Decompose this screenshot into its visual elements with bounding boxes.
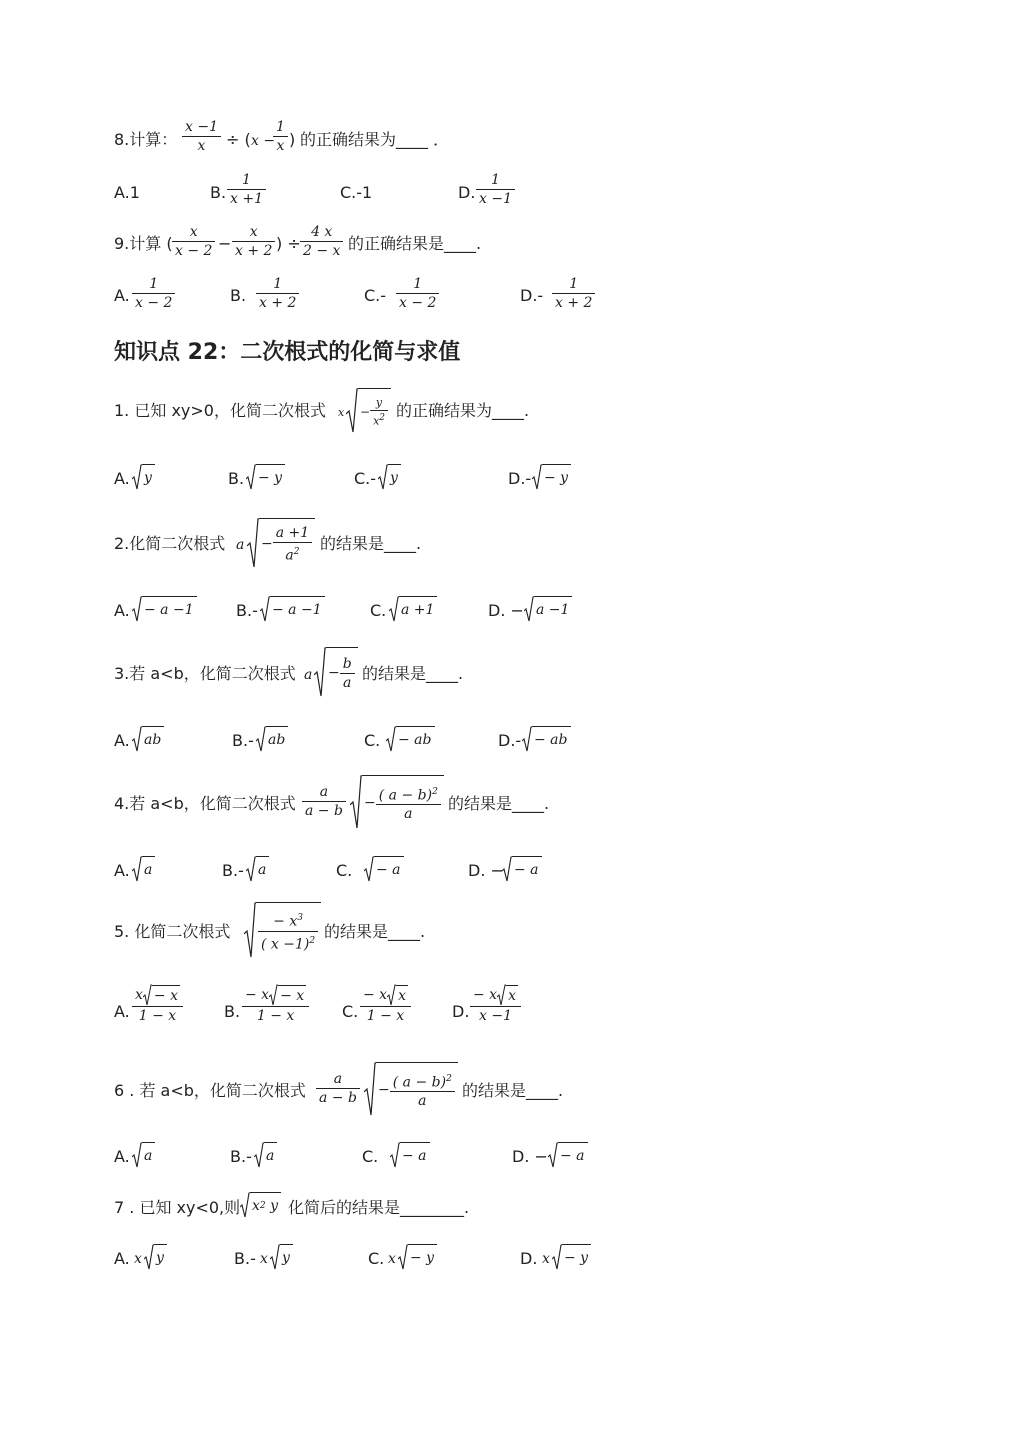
p2-option-d-radical [524, 596, 572, 622]
p2-stem-prefix: 2.化简二次根式 [114, 534, 226, 553]
p3-option-b-label: B.- [232, 731, 254, 750]
q9-f3-den: 2 − x [303, 243, 341, 259]
p6-den: a [418, 1093, 427, 1110]
p6-option-d-radical [548, 1142, 588, 1168]
p2-option-c-radical [389, 596, 437, 622]
q8-close: ) [289, 130, 296, 149]
p5-option-d-fraction [470, 984, 521, 1025]
q9-option-c-num: 1 [413, 276, 423, 292]
q9-option-d-fraction [552, 275, 595, 312]
p3-option-d-rad: − ab [532, 726, 571, 752]
p2-option-c-rad: a +1 [399, 596, 437, 622]
p7-option-b-pre: x [260, 1251, 268, 1267]
p5-stem-prefix: 5. 化简二次根式 [114, 922, 231, 941]
p3-option-d-radical [522, 726, 571, 752]
p7-option-a-label: A. [114, 1249, 130, 1268]
p2-stem-suffix: 的结果是____. [320, 534, 422, 553]
p7-stem-radical [240, 1192, 281, 1218]
p2-option-d-label: D. − [488, 601, 524, 620]
p2-inner-fraction [273, 524, 312, 565]
q9-f1-den: x − 2 [175, 243, 213, 259]
p2-coef: a [236, 537, 245, 553]
p5-option-d-den: x −1 [479, 1008, 512, 1024]
p6-option-c-label: C. [362, 1147, 379, 1166]
p5-num-exp: 3 [297, 912, 303, 923]
p3-option-a-label: A. [114, 731, 130, 750]
p4-coef-num: a [319, 784, 329, 800]
p5-option-b-rad: − x [278, 985, 306, 1006]
p1-option-b-label: B. [228, 469, 245, 488]
p4-inner-fraction [376, 783, 441, 824]
p2-option-b-radical [260, 596, 325, 622]
p6-num: ( a − b) [392, 1074, 447, 1091]
p4-option-d-rad: − a [512, 856, 542, 882]
p4-stem-prefix: 4.若 a<b，化简二次根式 [114, 794, 296, 813]
p6-stem-radical [364, 1062, 458, 1116]
p3-stem-radical [314, 647, 358, 697]
q8-option-b-fraction [227, 171, 266, 208]
p5-option-d-label: D. [452, 1002, 470, 1021]
p4-num-exp: 2 [432, 786, 438, 797]
q8-x-minus: x − [251, 133, 276, 149]
p2-num: a +1 [275, 524, 310, 541]
p2-option-b-rad: − a −1 [270, 596, 325, 622]
p5-option-c-pre: − x [363, 987, 388, 1003]
q9-option-b-num: 1 [273, 276, 283, 292]
p3-option-b-rad: ab [266, 726, 288, 752]
p5-option-b-den: 1 − x [256, 1008, 295, 1024]
p4-option-c-rad: − a [374, 856, 404, 882]
p6-num-exp: 2 [446, 1073, 452, 1084]
p5-option-c-fraction [360, 984, 411, 1025]
p3-inner-fraction [340, 655, 355, 692]
p7-option-b-label: B.- [234, 1249, 256, 1268]
p3-den: a [343, 674, 352, 691]
p6-coef-num: a [333, 1071, 343, 1087]
p1-option-a-radical [132, 464, 155, 490]
p5-den: ( x −1) [261, 936, 310, 953]
p3-option-a-rad: ab [142, 726, 164, 752]
p5-option-d-pre: − x [473, 987, 498, 1003]
p7-option-b-radical [270, 1244, 293, 1270]
q9-option-b-fraction [256, 275, 299, 312]
p1-option-a-label: A. [114, 469, 130, 488]
p3-option-c-rad: − ab [396, 726, 435, 752]
p6-stem-prefix: 6 . 若 a<b，化简二次根式 [114, 1081, 306, 1100]
p6-coef-den: a − b [319, 1090, 357, 1106]
p6-option-d-label: D. − [512, 1147, 548, 1166]
p5-stem-radical [244, 902, 321, 958]
p6-coef-fraction [316, 1070, 360, 1107]
p4-stem-radical [350, 775, 444, 829]
q9-option-d-den: x + 2 [555, 295, 593, 311]
p1-num: y [375, 396, 383, 410]
q9-fraction-2 [232, 223, 275, 260]
q9-option-a-label: A. [114, 286, 130, 305]
p7-rad-base: x [252, 1198, 260, 1214]
p4-option-d-radical [502, 856, 542, 882]
p1-den-exp: 2 [379, 413, 386, 424]
p7-option-c-pre: x [388, 1251, 396, 1267]
p3-option-c-radical [386, 726, 435, 752]
q9-option-c-den: x − 2 [399, 295, 437, 311]
p2-den-exp: 2 [293, 546, 300, 557]
q9-stem-suffix: 的正确结果是____. [348, 234, 482, 253]
q9-stem-prefix: 9.计算 ( [114, 234, 173, 253]
p4-option-a-label: A. [114, 861, 130, 880]
q8-frac2-den: x [276, 138, 285, 154]
q9-option-c-label: C.- [364, 286, 387, 305]
p7-stem-prefix: 7 . 已知 xy<0,则 [114, 1198, 241, 1217]
section-heading: 知识点 22：二次根式的化简与求值 [114, 340, 461, 365]
p4-minus: − [364, 795, 376, 811]
q9-f1-num: x [189, 224, 198, 240]
p1-option-c-radical [378, 464, 401, 490]
q9-option-a-num: 1 [149, 276, 159, 292]
p4-option-a-radical [132, 856, 155, 882]
p4-coef-fraction [302, 783, 346, 820]
q9-option-b-den: x + 2 [259, 295, 297, 311]
p5-option-a-fraction [132, 984, 183, 1025]
p7-option-c-radical [398, 1244, 437, 1270]
p4-den: a [404, 806, 413, 823]
q8-option-d-num: 1 [491, 172, 500, 188]
p7-option-c-rad: − y [408, 1244, 437, 1270]
p6-option-c-radical [390, 1142, 430, 1168]
p5-option-a-label: A. [114, 1002, 130, 1021]
p7-rad-tail: y [270, 1198, 279, 1214]
p5-option-a-den: 1 − x [138, 1008, 177, 1024]
p1-option-b-rad: − y [256, 464, 285, 490]
q9-option-a-fraction [132, 275, 175, 312]
p1-option-d-rad: − y [542, 464, 571, 490]
p1-option-a-rad: y [142, 464, 155, 490]
q9-option-b-label: B. [230, 286, 247, 305]
p6-option-a-radical [132, 1142, 155, 1168]
q8-option-d-label: D. [458, 183, 476, 202]
p7-option-c-label: C. [368, 1249, 385, 1268]
p5-option-a-pre: x [135, 987, 143, 1003]
p2-den-base: a [285, 547, 294, 564]
p7-stem-suffix: 化简后的结果是________. [288, 1198, 470, 1217]
p3-option-d-label: D.- [498, 731, 522, 750]
p6-stem-suffix: 的结果是____. [462, 1081, 564, 1100]
q8-fraction-1 [182, 118, 221, 155]
q9-f2-den: x + 2 [235, 243, 273, 259]
p5-option-c-label: C. [342, 1002, 359, 1021]
p5-num: − x [273, 913, 298, 930]
p3-stem-prefix: 3.若 a<b，化简二次根式 [114, 664, 296, 683]
p7-option-d-rad: − y [562, 1244, 591, 1270]
q8-fraction-2 [273, 118, 288, 155]
p5-option-b-fraction [242, 984, 309, 1025]
p5-inner-fraction [258, 909, 318, 953]
q9-close-div: ) ÷ [276, 234, 301, 253]
p1-inner-fraction [370, 395, 388, 429]
p4-option-d-label: D. − [468, 861, 504, 880]
p2-option-a-rad: − a −1 [142, 596, 197, 622]
p6-option-b-rad: a [264, 1142, 277, 1168]
q8-stem-suffix: 的正确结果为____ ． [300, 130, 450, 149]
p3-coef: a [304, 667, 313, 683]
p4-num: ( a − b) [378, 787, 433, 804]
q8-option-b-den: x +1 [230, 191, 263, 207]
p7-option-a-radical [144, 1244, 167, 1270]
p5-option-b-label: B. [224, 1002, 241, 1021]
p6-option-b-radical [254, 1142, 277, 1168]
q8-option-d-fraction [476, 171, 515, 208]
p1-stem-suffix: 的正确结果为____. [396, 401, 530, 420]
p6-option-a-label: A. [114, 1147, 130, 1166]
q8-option-b-label: B. [210, 183, 227, 202]
p1-stem-radical [346, 388, 391, 434]
p5-option-b-pre: − x [245, 987, 270, 1003]
p1-den-base: x [373, 414, 380, 428]
p4-option-a-rad: a [142, 856, 155, 882]
p1-option-b-radical [246, 464, 285, 490]
p4-option-b-rad: a [256, 856, 269, 882]
q9-f3-num: 4 x [311, 224, 333, 240]
p1-option-c-rad: y [388, 464, 401, 490]
p7-option-d-pre: x [542, 1251, 550, 1267]
p1-option-c-label: C.- [354, 469, 377, 488]
p6-option-b-label: B.- [230, 1147, 252, 1166]
p5-option-a-rad: − x [152, 985, 180, 1006]
p1-minus: − [360, 405, 371, 419]
q9-f2-num: x [249, 224, 258, 240]
p5-stem-suffix: 的结果是____. [324, 922, 426, 941]
q9-option-d-num: 1 [569, 276, 579, 292]
p7-option-a-pre: x [134, 1251, 142, 1267]
p2-option-d-rad: a −1 [534, 596, 572, 622]
p2-option-b-label: B.- [236, 601, 258, 620]
q8-option-d-den: x −1 [479, 191, 512, 207]
p3-num: b [342, 655, 352, 672]
p6-minus: − [378, 1082, 390, 1098]
p3-option-c-label: C. [364, 731, 381, 750]
p4-option-c-radical [364, 856, 404, 882]
q8-frac1-den: x [197, 138, 206, 154]
p5-option-d-rad: x [506, 985, 518, 1006]
p4-option-b-radical [246, 856, 269, 882]
q8-frac1-num: x −1 [185, 119, 218, 135]
q9-fraction-1 [172, 223, 215, 260]
q8-option-a: A.1 [114, 183, 140, 202]
p6-option-d-rad: − a [558, 1142, 588, 1168]
p7-option-b-rad: y [280, 1244, 293, 1270]
q8-option-b-num: 1 [242, 172, 251, 188]
p2-option-a-label: A. [114, 601, 130, 620]
p4-stem-suffix: 的结果是____. [448, 794, 550, 813]
p1-stem-prefix: 1. 已知 xy>0，化简二次根式 [114, 401, 326, 420]
p3-minus: − [328, 665, 340, 681]
q9-fraction-3 [300, 223, 343, 260]
p2-minus: − [261, 536, 273, 552]
p3-option-a-radical [132, 726, 164, 752]
p2-option-c-label: C. [370, 601, 387, 620]
q8-option-c: C.-1 [340, 183, 373, 202]
p1-option-d-radical [532, 464, 571, 490]
q8-stem-prefix: 8.计算： [114, 130, 178, 149]
p5-option-c-rad: x [396, 985, 408, 1006]
p3-option-b-radical [256, 726, 288, 752]
q8-frac2-num: 1 [276, 119, 285, 135]
p4-option-c-label: C. [336, 861, 353, 880]
p4-option-b-label: B.- [222, 861, 244, 880]
p5-option-c-den: 1 − x [366, 1008, 405, 1024]
p6-inner-fraction [390, 1070, 455, 1111]
p6-option-a-rad: a [142, 1142, 155, 1168]
p6-option-c-rad: − a [400, 1142, 430, 1168]
p7-option-a-rad: y [154, 1244, 167, 1270]
q9-option-d-label: D.- [520, 286, 544, 305]
q9-option-c-fraction [396, 275, 439, 312]
p7-rad-exp: 2 [259, 1201, 266, 1211]
p7-option-d-radical [552, 1244, 591, 1270]
p2-option-a-radical [132, 596, 197, 622]
p4-coef-den: a − b [305, 803, 343, 819]
p3-stem-suffix: 的结果是____. [362, 664, 464, 683]
q9-option-a-den: x − 2 [135, 295, 173, 311]
p1-option-d-label: D.- [508, 469, 532, 488]
q8-op: ÷ ( [226, 130, 251, 149]
p1-coef: x [338, 406, 345, 419]
p7-option-d-label: D. [520, 1249, 538, 1268]
p2-stem-radical [247, 518, 315, 568]
p5-den-exp: 2 [309, 935, 316, 946]
q9-minus: − [218, 234, 232, 253]
